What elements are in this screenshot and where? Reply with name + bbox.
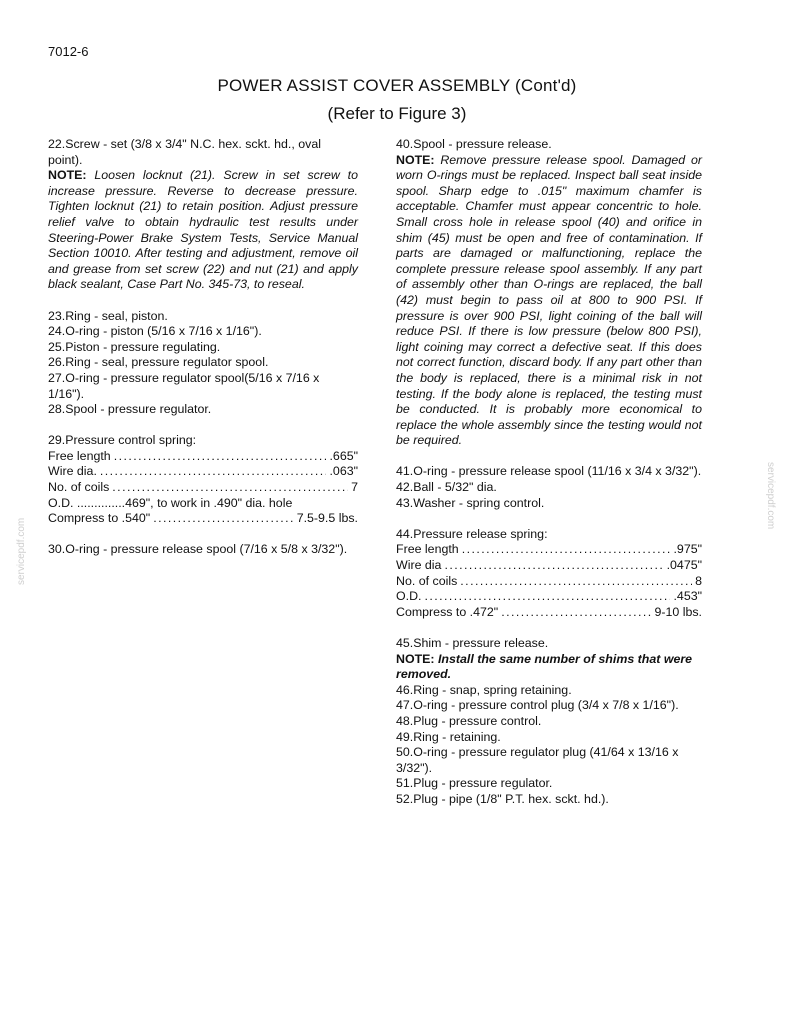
spec-od: O.D. ..............469", to work in .490" dia. hole (48, 495, 293, 510)
item-48: 48.Plug - pressure control. (396, 713, 542, 728)
note-label: NOTE: (396, 651, 435, 666)
spec-label: No. of coils (396, 573, 458, 588)
spec-row (396, 589, 702, 605)
right-column (396, 137, 702, 808)
item-26: 26.Ring - seal, pressure regulator spool. (48, 355, 269, 370)
item-30: 30.O-ring - pressure release spool (7/16 x 5/8 x 3/32"). (48, 542, 348, 557)
page-title: POWER ASSIST COVER ASSEMBLY (Cont'd) (217, 76, 577, 95)
left-column (48, 137, 358, 558)
spec-value: 9-10 lbs. (654, 604, 702, 619)
spec-row (48, 464, 358, 480)
item-43: 43.Washer - spring control. (396, 495, 545, 510)
item-22: 22.Screw - set (3/8 x 3/4" N.C. hex. sckt. hd., oval point). (48, 137, 321, 167)
note-label: NOTE: (396, 152, 435, 167)
item-40: 40.Spool - pressure release. (396, 137, 552, 151)
spec-label: Wire dia. (48, 464, 97, 479)
note-label: NOTE: (48, 168, 87, 183)
item-24: 24.O-ring - piston (5/16 x 7/16 x 1/16"). (48, 324, 262, 339)
spec-value: .063" (329, 464, 358, 479)
item-50: 50.O-ring - pressure regulator plug (41/64 x 13/16 x 3/32"). (396, 745, 679, 775)
spec-value: .975" (673, 542, 702, 557)
note-40 (396, 153, 702, 449)
spec-row (396, 574, 702, 590)
note-text: Install the same number of shims that were removed. (396, 651, 693, 682)
item-52: 52.Plug - pipe (1/8" P.T. hex. sckt. hd.). (396, 791, 609, 806)
item-51: 51.Plug - pressure regulator. (396, 776, 553, 791)
item-42: 42.Ball - 5/32" dia. (396, 480, 497, 495)
watermark-right: servicepdf.com (765, 462, 776, 530)
spec-label: O.D. (396, 589, 422, 604)
item-41: 41.O-ring - pressure release spool (11/16 x 3/4 x 3/32"). (396, 464, 702, 479)
page-subtitle: (Refer to Figure 3) (327, 104, 467, 123)
spec-value: 8 (695, 573, 702, 588)
spec-value: .453" (673, 589, 702, 604)
item-25: 25.Piston - pressure regulating. (48, 339, 221, 354)
spec-label: Free length (396, 542, 459, 557)
item-29: 29.Pressure control spring: (48, 433, 197, 448)
spec-row (396, 558, 702, 574)
spec-label: No. of coils (48, 480, 110, 495)
note-45 (396, 652, 702, 683)
spec-label: Wire dia (396, 558, 442, 573)
note-22 (48, 168, 358, 293)
spec-value: .0475" (666, 558, 702, 573)
spec-value: .665" (329, 448, 358, 463)
spec-label: Compress to .472" (396, 604, 499, 619)
item-45: 45.Shim - pressure release. (396, 636, 549, 650)
page-number: 7012-6 (48, 44, 89, 59)
spec-row (396, 542, 702, 558)
spec-row (396, 605, 702, 621)
spec-row (48, 511, 358, 527)
spec-label: Free length (48, 448, 111, 463)
spec-value: 7.5-9.5 lbs. (296, 511, 358, 526)
spec-label: Compress to .540" (48, 511, 151, 526)
watermark-left: servicepdf.com (16, 517, 27, 585)
item-23: 23.Ring - seal, piston. (48, 308, 168, 323)
item-47: 47.O-ring - pressure control plug (3/4 x 7/8 x 1/16"). (396, 698, 679, 713)
item-46: 46.Ring - snap, spring retaining. (396, 682, 572, 697)
item-27: 27.O-ring - pressure regulator spool(5/16 x 7/16 x 1/16"). (48, 370, 320, 401)
note-text: Loosen locknut (21). Screw in set screw to increase pressure. Reverse to decrease pressure. Tighten locknut (21) to retain position. Adjust pressure relief valve to obtain hydraulic test results under Steering-Power Brake System Tests, Service Manual Section 10010. After testing and adjustment, remove oil and grease from set screw (22) and nut (21) and apply black sealant, Case Part No. 345-73, to reseal. (48, 168, 358, 292)
spec-row (48, 480, 358, 496)
spec-row (48, 449, 358, 465)
item-49: 49.Ring - retaining. (396, 729, 501, 744)
item-44: 44.Pressure release spring: (396, 526, 548, 541)
note-text: Remove pressure release spool. Damaged or worn O-rings must be replaced. Inspect ball seat inside spool. Sharp edge to .015" maximum chamfer is acceptable. Chamfer must appear concentric to hole. Small cross hole in release spool (40) and orifice in shim (45) must be open and free of contamination. If parts are damaged or malfunctioning, replace the complete pressure release spool assembly. If any part of assembly other than O-rings are replaced, the ball (42) must begin to pass oil at 800 to 900 PSI. If pressure is over 900 PSI, light coining of the ball will reduce PSI. If there is low pressure (below 800 PSI), light coining may correct a defective seat. If this does not correct function, discard body. If any part other than the body is replaced, there is a minimal risk in not testing. If the body alone is replaced, the testing must be conducted. It is probably more economical to replace the whole assembly since the testing would not be required. (396, 152, 702, 448)
item-28: 28.Spool - pressure regulator. (48, 402, 212, 417)
spec-value: 7 (351, 480, 358, 495)
